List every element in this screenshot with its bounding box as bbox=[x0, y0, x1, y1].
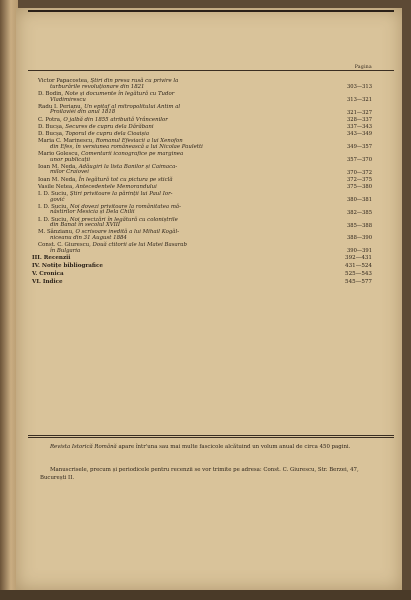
toc-section-pages: 431—524 bbox=[345, 263, 372, 269]
toc-entry-pages: 380—381 bbox=[347, 196, 372, 203]
header-rule bbox=[28, 70, 394, 71]
toc-entry-author: Mario Golescu, bbox=[38, 150, 82, 157]
toc-entry bbox=[38, 105, 388, 116]
toc-entry-author: I. D. Suciu, bbox=[38, 190, 70, 197]
toc-entry-title: Noi precizări în legătură cu coloniștrile bbox=[69, 216, 178, 223]
toc-entry-title-cont: turburările revoluționare din 1821 bbox=[50, 83, 145, 90]
toc-entry-title: Secures de cupru dela Dărăbani bbox=[65, 123, 154, 130]
toc-entry bbox=[38, 230, 388, 241]
toc-entry bbox=[38, 192, 388, 203]
toc-entry-author: D. Bucșa, bbox=[38, 130, 66, 137]
toc-entry-author: I. D. Suciu, bbox=[38, 203, 70, 210]
toc-entry-title: Două ctitorii ale lui Matei Basarab bbox=[92, 242, 187, 249]
toc-entry-pages: 328—337 bbox=[347, 116, 372, 123]
toc-entry-title: O scrisoare inedită a lui Mihail Kogăl- bbox=[75, 229, 180, 236]
toc-entry-title-cont: gović bbox=[50, 196, 65, 203]
toc-section bbox=[32, 256, 388, 262]
toc-entry bbox=[38, 79, 388, 90]
page-bottom-shadow bbox=[0, 590, 411, 600]
toc-entry-author: C. Potra, bbox=[38, 116, 64, 123]
toc-entry-author: D. Bodin, bbox=[38, 90, 65, 97]
footer-rule-thin bbox=[28, 437, 394, 438]
toc-entry bbox=[38, 92, 388, 103]
toc-entry-title: Antecedentele Memorandului bbox=[75, 183, 157, 190]
toc-entry-title: Toporul de cupru dela Cioaișia bbox=[65, 130, 150, 137]
toc-entry bbox=[38, 139, 388, 150]
toc-section-label: V. Cronica bbox=[32, 270, 64, 277]
toc-entry-author: D. Bucșa, bbox=[38, 123, 66, 130]
toc-entry-title-cont: niceanu din 31 August 1884 bbox=[50, 235, 127, 242]
toc-entry-author: Victor Papacostea, bbox=[38, 78, 91, 84]
toc-section bbox=[32, 272, 388, 278]
toc-entry bbox=[38, 125, 388, 131]
publication-note-text: apare într'una sau mai multe fascicole alcătuind un volum anual de circa 450 pagini. bbox=[118, 444, 351, 450]
toc-section-label: III. Recenzii bbox=[32, 255, 71, 262]
toc-entry-pages: 388—390 bbox=[347, 235, 372, 242]
toc-entry-pages: 313—321 bbox=[347, 96, 372, 103]
toc-entry-author: Maria C. Marinescu, bbox=[38, 138, 96, 145]
toc-entry-title: Noi dovezi privitoare la românitatea mă- bbox=[69, 203, 181, 210]
toc-entry-author: Radu I. Perianu, bbox=[38, 103, 85, 110]
toc-entry-pages: 375—380 bbox=[347, 183, 372, 190]
journal-title: Revista Istorică Română bbox=[50, 444, 117, 450]
toc-entry-pages: 349—357 bbox=[347, 143, 372, 150]
toc-entry-title-cont: năstirilor Mesicia și Dela Chilii bbox=[50, 209, 135, 216]
toc-entry-title: Un epitaf al mitropolitului Antim al bbox=[84, 103, 181, 110]
toc-entry bbox=[38, 185, 388, 191]
toc-entry-title-cont: milor Craiovei bbox=[50, 169, 89, 176]
toc-entry-author: Vasile Netea, bbox=[38, 183, 76, 190]
table-of-contents bbox=[32, 78, 388, 288]
toc-entry-title-cont: unor publicații bbox=[50, 156, 91, 163]
toc-entry-pages: 390—391 bbox=[347, 248, 372, 255]
toc-entry-author: Const. C. Giurescu, bbox=[38, 242, 93, 249]
toc-section-pages: 525—543 bbox=[345, 270, 372, 277]
toc-section-pages: 392—431 bbox=[345, 255, 372, 262]
footer-rule bbox=[28, 435, 394, 436]
toc-entry-author: I. D. Suciu, bbox=[38, 216, 70, 223]
toc-entry bbox=[38, 152, 388, 163]
toc-entry-pages: 385—388 bbox=[347, 222, 372, 229]
toc-entry-title-cont: Proilaviéi din anul 1818 bbox=[50, 109, 116, 116]
toc-section-label: IV. Notițe bibliografice bbox=[32, 263, 103, 269]
toc-entry-title: O jalbă din 1855 atribuită Vrâncenilor bbox=[63, 116, 168, 123]
toc-section-label: VI. Indice bbox=[32, 278, 63, 285]
toc-section-pages: 545—577 bbox=[345, 278, 372, 285]
toc-entry-pages: 372—375 bbox=[347, 176, 372, 183]
toc-entry-pages: 337—343 bbox=[347, 123, 372, 130]
toc-entry-title: Adăugiri la lista Banilor și Caimaca- bbox=[78, 163, 178, 170]
toc-entry-pages: 357—370 bbox=[347, 156, 372, 163]
toc-entry bbox=[38, 118, 388, 124]
toc-entry-author: Ioan M. Neda, bbox=[38, 176, 79, 183]
toc-entry-author: Ioan M. Neda, bbox=[38, 163, 79, 170]
toc-entry-title: Știri din presa rusă cu privire la bbox=[90, 78, 179, 84]
toc-entry-title: Romanul Efesiacii a lui Xenofon bbox=[95, 138, 183, 145]
toc-entry-pages: 321—327 bbox=[347, 109, 372, 116]
toc-entry-title: Știri privitoare la părinții lui Paul Ior- bbox=[69, 190, 173, 197]
toc-entry-title-cont: din Efes, în versiunea românească a lui Nicolae Pauletti bbox=[50, 143, 203, 150]
submission-note: Manuscrisele, precum și periodicele pentru recenzii se vor trimite pe adresa: Const. C. Giurescu, Str. Berzei, 47, București II. bbox=[40, 467, 359, 481]
document-page bbox=[16, 8, 402, 590]
top-rule bbox=[28, 10, 394, 12]
toc-entry-title-cont: Vladimirescu bbox=[50, 96, 86, 103]
toc-entry-pages: 303—313 bbox=[347, 83, 372, 90]
toc-section bbox=[32, 264, 388, 270]
toc-entry bbox=[38, 132, 388, 138]
toc-entry-pages: 370—372 bbox=[347, 169, 372, 176]
toc-entry bbox=[38, 165, 388, 176]
page-column-label: Pagina bbox=[354, 65, 372, 70]
toc-entry-author: M. Sânzianu, bbox=[38, 229, 76, 236]
publication-note bbox=[40, 444, 380, 452]
toc-entry-title: Note și documente în legătură cu Tudor bbox=[64, 90, 175, 97]
toc-entry-pages: 343—349 bbox=[347, 131, 372, 138]
toc-entry bbox=[38, 205, 388, 216]
toc-entry bbox=[38, 178, 388, 184]
toc-entry-title: În legătură tot cu pictura pe sticlă bbox=[78, 176, 173, 183]
toc-entry-title-cont: din Banat în secolul XVIII bbox=[50, 222, 120, 229]
toc-entry bbox=[38, 218, 388, 229]
toc-section bbox=[32, 280, 388, 286]
toc-entry bbox=[38, 243, 388, 254]
toc-entry-pages: 382—385 bbox=[347, 209, 372, 216]
toc-entry-title: Comentarii iconografice pe marginea bbox=[81, 150, 184, 157]
toc-entry-title-cont: în Bulgaria bbox=[50, 247, 81, 254]
